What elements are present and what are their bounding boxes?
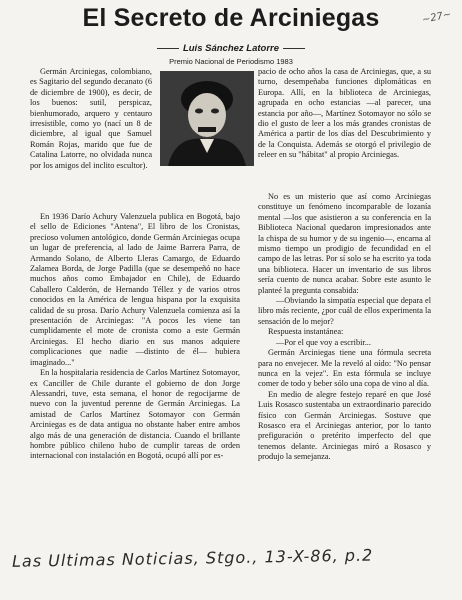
column-right-top — [258, 67, 431, 191]
paragraph: En medio de alegre festejo reparé en que José Luis Rosasco sustentaba un extraordinario parecido físico con Germán Arciniegas. Sostuve que Rosasco era el Arciniegas anterior, por lo tanto prefiguración o pretérito imperfecto del que tenemos delante. Arciniegas miró a Rosasco y produjo la semejanza. — [258, 389, 431, 462]
paragraph: En la hospitalaria residencia de Carlos Martínez Sotomayor, ex Canciller de Chile durante el gobierno de don Jorge Alessandri, tuve, esta semana, el honor de regocijarme de nuevo con la juventud perenne de Germán Arciniegas. La amistad de Carlos Martínez Sotomayor con Germán Arciniegas es de data antigua no obstante haber entre ambos algo más de una generación de distancia. Cuando el brillante hombre público chileno hubo de cumplir tareas de orden internacional con instalación en Bogotá, ocupó allí por es- — [30, 368, 240, 461]
paragraph: —Obviando la simpatía especial que depara el libro más reciente, ¿por cuál de ellos experimenta la sensación de lo mejor? — [258, 296, 431, 326]
paragraph: No es un misterio que así como Arciniegas constituye un fenómeno incomparable de lozanía mental —los que asistieron a su conferencia en la Biblioteca Nacional quedaron impresionados ante la chispa de su humor y de su ingenio—, encarna al mismo tiempo un prodigio de fecundidad en el campo de las letras. Por sí solo se ha escrito ya toda una biblioteca. Hacer un inventario de sus libros sería cuento de nunca acabar. Sobre este asunto le planteé la pregunta consabida: — [258, 192, 431, 295]
column-left-top — [30, 67, 152, 171]
author-award: Premio Nacional de Periodismo 1983 — [169, 57, 293, 66]
author-name: Luis Sánchez Latorre — [182, 43, 280, 54]
paragraph: Respuesta instantánea: — [268, 327, 344, 337]
byline-rule-left — [157, 48, 179, 49]
paragraph: Germán Arciniegas tiene una fórmula secreta para no envejecer. Me la reveló al oído: "No pensar nunca en la vejez". En esta fórmula se incluye comer de todo y beber sólo una copa de vino al día. — [258, 348, 431, 389]
byline — [0, 43, 462, 54]
paragraph: pacio de ocho años la casa de Arciniegas, que, a su turno, desempeñaba funciones diplomáticas en Europa. Allí, en la biblioteca de Arciniegas, agrupada en ocho estancias —al parecer, una estancia por año—, Martínez Sotomayor no sólo se dio el gusto de leer a los más grandes cronistas de América a partir de los días del Descubrimiento y de la Conquista. Además se otorgó el privilegio de releer en su "hábitat" al propio Arciniegas. — [258, 67, 431, 160]
article-title: El Secreto de Arciniegas — [82, 4, 380, 32]
paragraph: —Por el que voy a escribir... — [276, 337, 371, 347]
byline-rule-right — [283, 48, 305, 49]
column-left — [30, 212, 240, 542]
column-right — [258, 192, 431, 537]
author-portrait — [160, 71, 254, 166]
handwritten-page-number: ~27~ — [421, 9, 453, 26]
paragraph: Germán Arciniegas, colombiano, es Sagitario del segundo decanato (6 de diciembre de 1900), es decir, de los buenos: sutil, perspicaz, bienhumorado, arquero y centauro irresistible, como yo (nací un 8 de diciembre, al igual que Samuel Román Rojas, marido que fue de Catalina Latorre, no olvidada nunca por los amigos del inclito escultor). — [30, 67, 152, 170]
handwritten-source-note: Las Ultimas Noticias, Stgo., 13-X-86, p.2 — [11, 545, 374, 571]
paragraph: En 1936 Darío Achury Valenzuela publica en Bogotá, bajo el sello de Ediciones "Antena", El libro de los Cronistas, precioso volumen antológico, donde Germán Arciniegas ocupa un lugar de preferencia, al lado de Jaime Barrera Parra, de Armando Solano, de Alberto Lleras Camargo, de Eduardo Zalamea Borda, de Jorge Padilla (que se desempeñó no hace muchos años como Embajador en Chile), de Eduardo Caballero Calderón, de Hernando Téllez y de varios otros conocidos en la América de lengua hispana por la exquisita calidad de su prosa. Darío Achury Valenzuela comienza así la presentación de Arciniegas: "A pocos les viene tan cumplidamente el mote de cronista como a este Germán Arciniegas. El hecho diario en sus manos adquiere complicaciones que nadie —distinto de él— hubiera imaginado..." — [30, 212, 240, 367]
